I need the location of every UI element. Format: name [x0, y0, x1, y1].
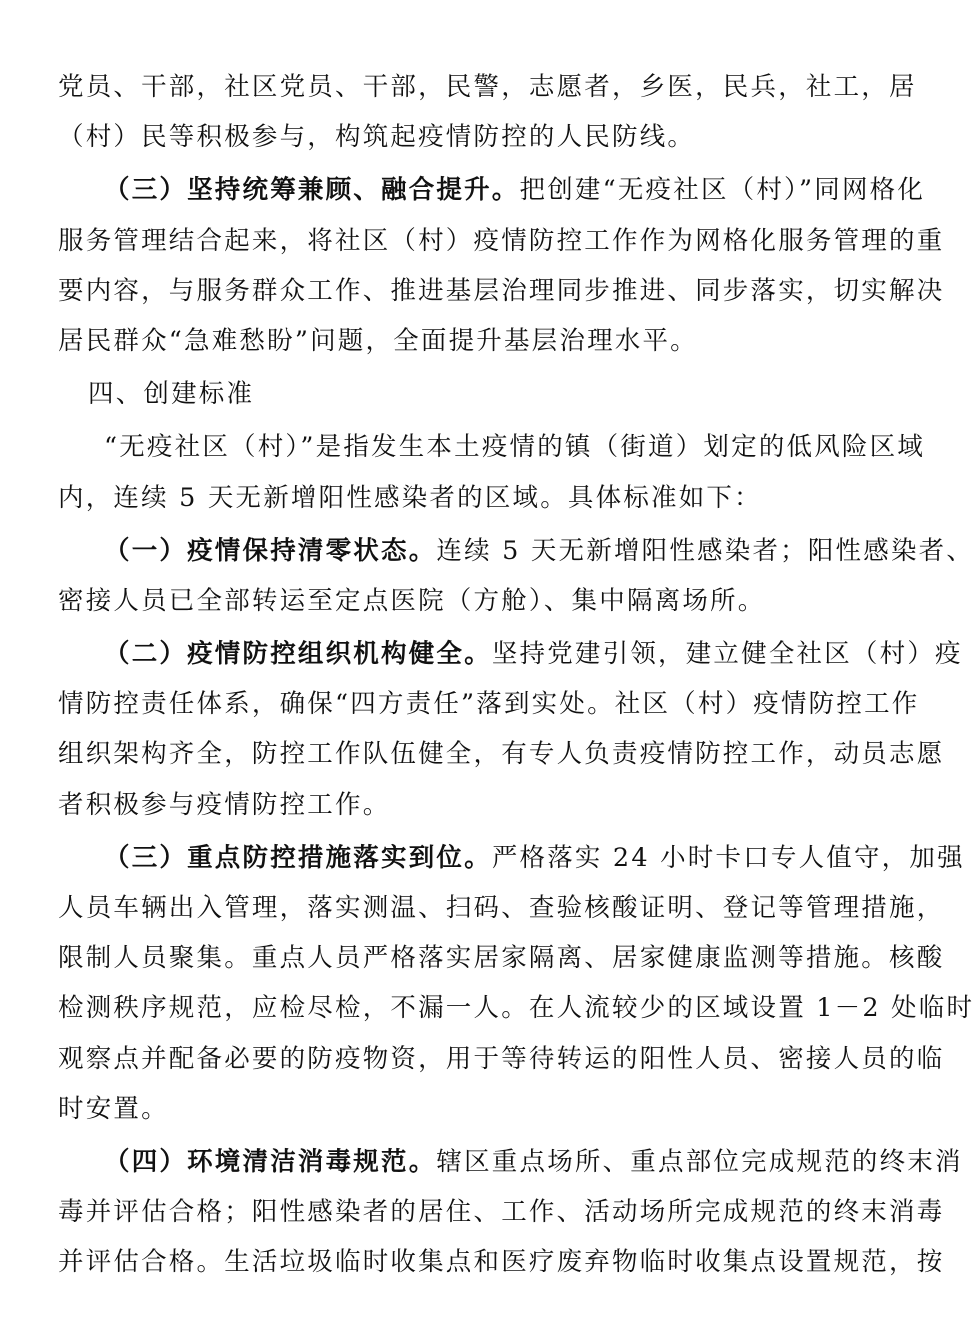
text-run: 连续 5 天无新增阳性感染者；阳性感染者、: [436, 535, 974, 566]
bold-lead: （一）疫情保持清零状态。: [104, 535, 437, 566]
paragraph-first-line: “无疫社区（村）”是指发生本土疫情的镇（街道）划定的低风险区域: [104, 432, 926, 463]
text-line: 内，连续 5 天无新增阳性感染者的区域。具体标准如下：: [58, 482, 762, 513]
text-line: 检测秩序规范，应检尽检，不漏一人。在人流较少的区域设置 1－2 处临时: [58, 993, 974, 1024]
text-line: 并评估合格。生活垃圾临时收集点和医疗废弃物临时收集点设置规范，按: [58, 1247, 945, 1278]
text-line: 党员、干部，社区党员、干部，民警，志愿者，乡医，民兵，社工，居: [58, 72, 917, 102]
text-line: 时安置。: [58, 1093, 169, 1124]
paragraph-first-line: [58, 833, 965, 883]
paragraph-first-line: [58, 165, 926, 215]
text-run: 坚持党建引领，建立健全社区（村）疫: [491, 639, 963, 670]
paragraph-first-line: [58, 526, 974, 576]
bold-lead: （四）环境清洁消毒规范。: [104, 1146, 437, 1177]
paragraph-first-line: [58, 1137, 963, 1187]
text-line: 观察点并配备必要的防疫物资，用于等待转运的阳性人员、密接人员的临: [58, 1043, 945, 1074]
bold-lead: （三）坚持统筹兼顾、融合提升。: [104, 175, 520, 206]
text-line: 毒并评估合格；阳性感染者的居住、工作、活动场所完成规范的终末消毒: [58, 1197, 945, 1228]
text-line: 人员车辆出入管理，落实测温、扫码、查验核酸证明、登记等管理措施，: [58, 893, 945, 923]
document-page: [58, 62, 974, 1288]
text-line: 要内容，与服务群众工作、推进基层治理同步推进、同步落实，切实解决: [58, 275, 945, 306]
text-line: 限制人员聚集。重点人员严格落实居家隔离、居家健康监测等措施。核酸: [58, 943, 945, 974]
section-heading: 四、创建标准: [88, 379, 255, 410]
paragraph-first-line: [58, 629, 963, 679]
text-run: 把创建“无疫社区（村）”同网格化: [519, 175, 926, 206]
text-run: 严格落实 24 小时卡口专人值守，加强: [491, 842, 965, 873]
text-line: 居民群众“急难愁盼”问题，全面提升基层治理水平。: [58, 325, 698, 356]
bold-lead: （三）重点防控措施落实到位。: [104, 842, 492, 873]
text-line: 情防控责任体系，确保“四方责任”落到实处。社区（村）疫情防控工作: [58, 689, 920, 720]
text-line: 密接人员已全部转运至定点医院（方舱）、集中隔离场所。: [58, 585, 766, 616]
text-line: 者积极参与疫情防控工作。: [58, 789, 391, 820]
text-line: 服务管理结合起来，将社区（村）疫情防控工作作为网格化服务管理的重: [58, 225, 945, 256]
text-run: 辖区重点场所、重点部位完成规范的终末消: [436, 1146, 963, 1177]
text-line: （村）民等积极参与，构筑起疫情防控的人民防线。: [58, 122, 696, 153]
text-line: 组织架构齐全，防控工作队伍健全，有专人负责疫情防控工作，动员志愿: [58, 739, 945, 770]
bold-lead: （二）疫情防控组织机构健全。: [104, 639, 492, 670]
